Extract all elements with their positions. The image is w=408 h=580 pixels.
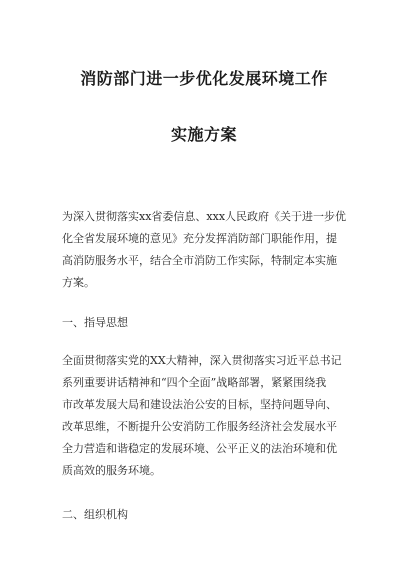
paragraph-line: 全面贯彻落实党的XX大精神，深入贯彻落实习近平总书记 — [62, 354, 342, 367]
paragraph-line: 全力营造和谐稳定的发展环境、公平正义的法治环境和优 — [62, 442, 337, 455]
section-heading-guiding-ideology: 一、指导思想 — [62, 316, 128, 329]
intro-line: 高消防服务水平，结合全市消防工作实际，特制定本实施 — [62, 254, 337, 267]
paragraph-line: 改革思维，不断提升公安消防工作服务经济社会发展水平 — [62, 420, 337, 433]
document-title-line-2: 实施方案 — [170, 125, 237, 144]
paragraph-line: 市改革发展大局和建设法治公安的目标，坚持问题导向、 — [62, 398, 337, 411]
intro-line: 化全省发展环境的意见》充分发挥消防部门职能作用，提 — [62, 232, 337, 245]
paragraph-line: 质高效的服务环境。 — [62, 464, 161, 477]
intro-line: 为深入贯彻落实xx省委信息、xxx人民政府《关于进一步优 — [62, 210, 347, 223]
intro-line: 方案。 — [62, 276, 95, 289]
intro-paragraph — [62, 206, 352, 294]
paragraph-line: 系列重要讲话精神和“四个全面”战略部署，紧紧围绕我 — [62, 376, 327, 389]
document-title-line-1: 消防部门进一步优化发展环境工作 — [80, 69, 328, 88]
guiding-ideology-paragraph — [62, 350, 352, 482]
section-heading-organization: 二、组织机构 — [62, 508, 128, 521]
